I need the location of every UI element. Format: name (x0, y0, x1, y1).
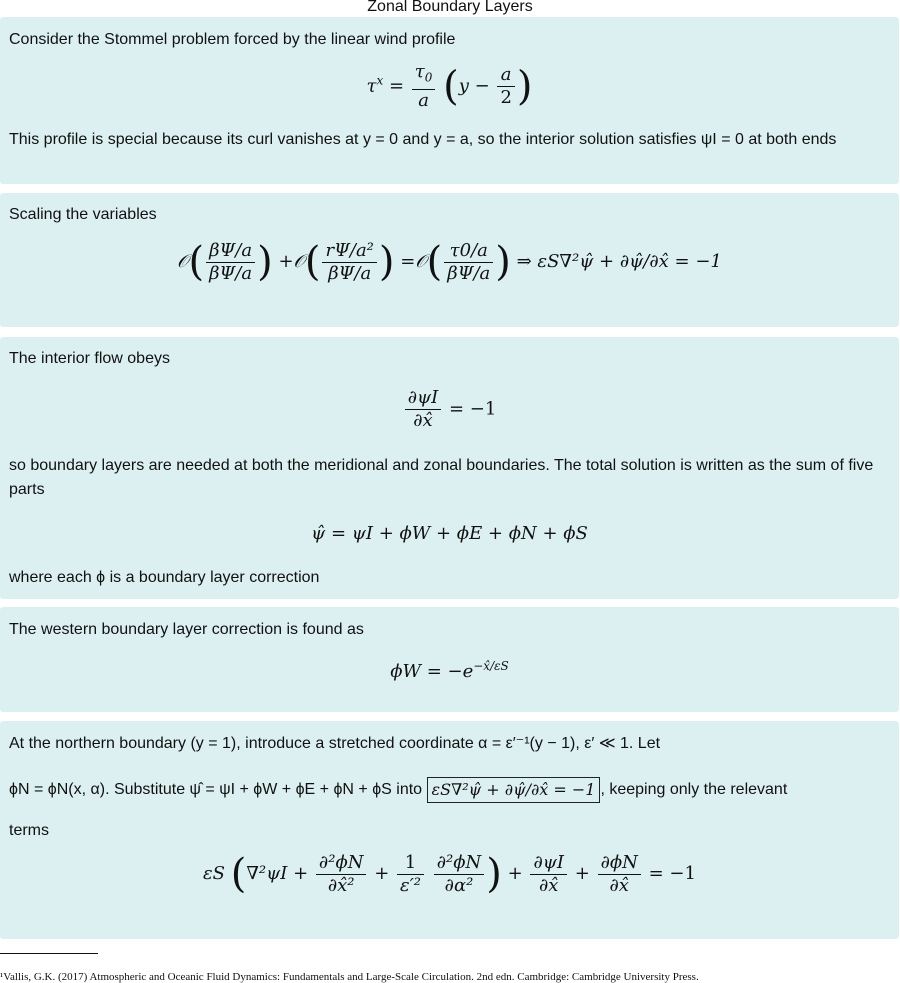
terms-text: terms (9, 822, 49, 839)
tau-over-a-fraction (412, 61, 436, 112)
epsilon-s: εS (203, 863, 226, 884)
friction-term-num: rΨ/a² (322, 240, 376, 263)
wind-profile-equation: $\tau^x$ = $\frac{\tau_0}{a}$ (y − $\frac{a}{2}$ ) (366, 61, 533, 111)
interior-derivative-den: ∂x̂ (413, 410, 433, 431)
tau-superscript: x (376, 73, 384, 88)
curl-note-text: This profile is special because its curl vanishes at y = 0 and y = a, so the interior solution satisfies ψI = 0 at both ends (9, 131, 837, 148)
five-part-sum-equation: ψ̂ = ψI + ϕW + ϕE + ϕN + ϕS (311, 523, 588, 544)
keeping-text: , keeping only the relevant (600, 781, 788, 799)
f4-den: ∂x̂ (538, 874, 559, 896)
beta-term-den: βΨ/a (209, 262, 253, 284)
friction-term-den: βΨ/a (328, 262, 372, 284)
two-denominator: 2 (500, 86, 512, 108)
footnote-divider (0, 953, 98, 954)
correction-note: where each ϕ is a boundary layer correction (9, 569, 320, 586)
beta-term-num: βΨ/a (206, 240, 255, 263)
wind-term-den: βΨ/a (447, 262, 491, 284)
f3-den: ∂α² (444, 874, 474, 896)
western-eq-base: ϕW = −e (390, 661, 474, 682)
substitute-text: ϕN = ϕN(x, α). Substitute ψ̂ = ψI + ϕW + ϕE + ϕN + ϕS into (9, 781, 423, 799)
footnote-reference: ¹Vallis, G.K. (2017) Atmospheric and Oceanic Fluid Dynamics: Fundamentals and Large-Scale Circulation. 2nd edn. Cambridge: Cambridge University Press. (0, 971, 699, 983)
interior-x-derivative (530, 852, 567, 897)
tau0: τ (414, 61, 425, 82)
western-correction-equation (0, 659, 899, 682)
wind-term-fraction (444, 240, 493, 285)
northern-intro-line2 (9, 777, 887, 803)
f4-num: ∂ψI (530, 852, 567, 875)
boxed-governing-equation: εS∇²ψ̂ + ∂ψ̂/∂x̂ = −1 (427, 777, 601, 803)
f2-num: 1 (397, 852, 424, 875)
f2-den: ε′² (400, 874, 421, 896)
second-derivative-x (316, 852, 367, 897)
a-numerator: a (497, 64, 514, 87)
scaled-equation-result: ⇒ εS∇²ψ̂ + ∂ψ̂/∂x̂ = −1 (516, 251, 722, 272)
intro-text: Consider the Stommel problem forced by the linear wind profile (9, 31, 456, 48)
interior-flow-block (0, 337, 899, 599)
western-eq-exponent: −x̂/εS (473, 659, 509, 673)
interior-intro: The interior flow obeys (9, 350, 170, 367)
f3-num: ∂²ϕN (434, 852, 485, 875)
interior-derivative (405, 387, 442, 432)
denominator-a: a (418, 89, 429, 111)
boundary-layers-text: so boundary layers are needed at both the meridional and zonal boundaries. The total solution is written as the sum of five parts (9, 457, 874, 498)
tau-symbol: τ (366, 75, 377, 97)
northern-boundary-equation: εS (∇²ψI + $\frac{\text{∂²ϕN}}{\text{∂x̂²}}$ + $\frac{1}{\text{ε′²}}$ $\frac{\text{∂²ϕN}}{\text{∂α²}}$ ) + $\frac{\partial\psi I}{\partial x̂}$ + $\frac{\partial\phi N}{\partial x̂}$ = −1 (203, 851, 696, 897)
y-variable: y (458, 75, 469, 97)
f1-num: ∂²ϕN (316, 852, 367, 875)
scaling-equation: 𝒪( $\frac{\beta\Psi/a}{\beta\Psi/a}$ ) +𝒪( $\frac{\text{rΨ/a²}}{\beta\Psi/a}$ ) =𝒪( $\frac{\tau 0/a}{\beta\Psi/a}$ ) ⇒ εS∇²ψ̂ + ∂ψ̂/∂x̂ = −1 (177, 239, 722, 285)
interior-rhs: = −1 (448, 398, 497, 420)
northern-boundary-block (0, 721, 899, 939)
page-title: Zonal Boundary Layers (367, 0, 533, 15)
f5-num: ∂ϕN (598, 852, 641, 875)
northern-rhs: = −1 (648, 863, 696, 884)
laplacian-term: ∇²ψI + (246, 863, 309, 884)
interior-equation (0, 387, 899, 432)
tau0-sub: 0 (424, 70, 433, 85)
scaling-intro: Scaling the variables (9, 206, 157, 223)
friction-term-fraction (322, 240, 376, 285)
beta-term-fraction (206, 240, 255, 285)
a-half-fraction (497, 64, 514, 109)
stommel-forcing-block (0, 17, 899, 184)
northern-x-derivative (598, 852, 641, 897)
western-boundary-block (0, 607, 899, 712)
f1-den: ∂x̂² (327, 874, 355, 896)
wind-term-num: τ0/a (444, 240, 493, 263)
f5-den: ∂x̂ (609, 874, 629, 896)
interior-derivative-num: ∂ψI (405, 387, 442, 410)
scaling-block (0, 193, 899, 327)
northern-intro-line1: At the northern boundary (y = 1), introduce a stretched coordinate α = ε′⁻¹(y − 1), ε′ ≪ 1. Let (9, 735, 661, 752)
western-intro: The western boundary layer correction is found as (9, 621, 364, 638)
inverse-eps-squared (397, 852, 424, 897)
second-derivative-alpha (434, 852, 485, 897)
